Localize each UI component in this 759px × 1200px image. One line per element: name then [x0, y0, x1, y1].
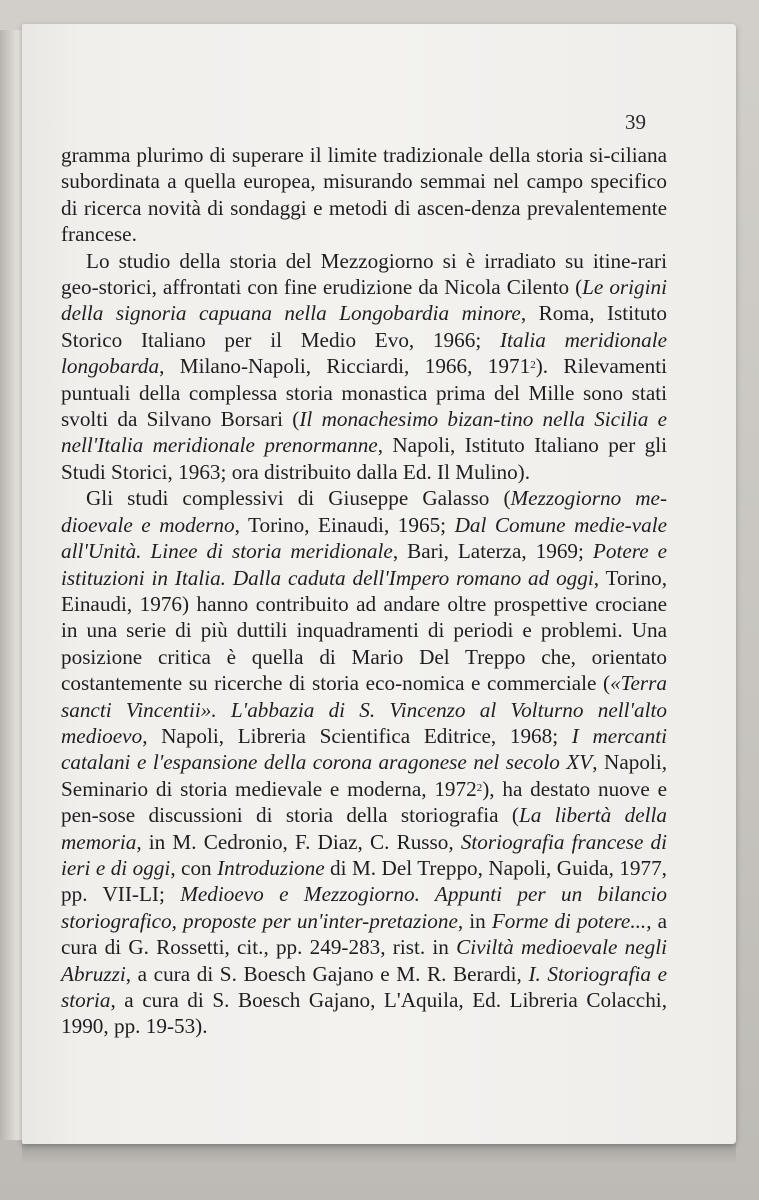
- italic-title: Medioevo e Mezzogiorno. Appunti per un bilancio storiografico, proposte per un'inter-pretazione: [61, 882, 667, 933]
- italic-title: Forme di potere...: [491, 908, 647, 933]
- paragraph: [61, 248, 667, 486]
- text-run: gramma plurimo di superare il limite tradizionale della storia si-ciliana subordinata a quella europea, misurando semmai nel campo specifico di ricerca novità di sondaggi e metodi di ascen-denza prevalentemente francese.: [61, 143, 667, 247]
- text-run: , Bari, Laterza, 1969;: [392, 539, 593, 564]
- paragraph: [61, 485, 667, 1040]
- text-run: , in: [457, 908, 492, 933]
- text-run: , Napoli, Istituto Italiano per gli Studi Storici, 1963; ora distribuito dalla Ed. Il Mulino).: [61, 433, 667, 484]
- text-run: , in M. Cedronio, F. Diaz, C. Russo,: [136, 829, 461, 854]
- italic-title: La libertà della memoria: [61, 803, 667, 854]
- italic-title: Potere e istituzioni in Italia. Dalla caduta dell'Impero romano ad oggi: [61, 539, 667, 590]
- text-run: di M. Del Treppo, Napoli, Guida, 1977, pp. VII-LI;: [61, 855, 667, 907]
- italic-title: Introduzione: [217, 855, 325, 880]
- text-run: , Roma, Istituto Storico Italiano per il Medio Evo, 1966;: [61, 301, 667, 352]
- page-shadow: [22, 1144, 736, 1164]
- text-run: ), ha destato nuove e pen-sose discussioni di storia della storiografia (: [61, 776, 667, 828]
- text-run: ). Rilevamenti puntuali della complessa storia monastica prima del Mille sono stati svolti da Silvano Borsari (: [61, 354, 667, 432]
- text-run: , a cura di G. Rossetti, cit., pp. 249-283, rist. in: [61, 908, 668, 960]
- text-run: , Milano-Napoli, Ricciardi, 1966, 1971: [159, 354, 531, 379]
- book-page: [22, 24, 736, 1144]
- text-run: , Torino, Einaudi, 1976) hanno contribuito ad andare oltre prospettive crociane in una serie di più duttili inquadramenti di periodi e problemi. Una posizione critica è quella di Mario Del Treppo che, orientato costantemente su ricerche di storia eco-nomica e commerciale (: [61, 565, 667, 696]
- text-run: , a cura di S. Boesch Gajano, L'Aquila, Ed. Libreria Colacchi, 1990, pp. 19-53).: [61, 988, 667, 1039]
- italic-title: Le origini della signoria capuana nella Longobardia minore: [61, 275, 668, 326]
- text-run: , Napoli, Libreria Scientifica Editrice, 1968;: [142, 723, 572, 748]
- text-run: Lo studio della storia del Mezzogiorno si è irradiato su itine-rari geo-storici, affrontati con fine erudizione da Nicola Cilento (: [61, 248, 667, 300]
- italic-title: Mezzogiorno me-dioevale e moderno: [61, 486, 668, 537]
- superscript-edition: 2: [476, 781, 483, 794]
- superscript-edition: 2: [530, 359, 536, 372]
- italic-title: Il monachesimo bizan-tino nella Sicilia e nell'Italia meridionale prenormanne: [61, 407, 668, 458]
- italic-title: Italia meridionale longobarda: [61, 327, 668, 379]
- italic-title: «Terra sancti Vincentii». L'abbazia di S. Vincenzo al Volturno nell'alto medioevo: [61, 671, 667, 748]
- italic-title: Civiltà medioevale negli Abruzzi: [61, 935, 668, 986]
- text-run: , a cura di S. Boesch Gajano e M. R. Berardi,: [125, 961, 529, 986]
- italic-title: Dal Comune medie-vale all'Unità. Linee di storia meridionale: [61, 512, 668, 564]
- text-run: Gli studi complessivi di Giuseppe Galasso (: [86, 486, 511, 511]
- italic-title: I mercanti catalani e l'espansione della corona aragonese nel secolo XV: [61, 723, 667, 775]
- italic-title: I. Storiografia e storia: [61, 961, 667, 1012]
- text-run: , Napoli, Seminario di storia medievale e moderna, 1972: [61, 750, 667, 801]
- text-run: , con: [170, 855, 218, 880]
- text-run: , Torino, Einaudi, 1965;: [234, 512, 455, 537]
- paragraph: [61, 142, 667, 248]
- body-text: [61, 142, 667, 1040]
- page-number: 39: [625, 110, 646, 134]
- italic-title: Storiografia francese di ieri e di oggi: [61, 829, 667, 880]
